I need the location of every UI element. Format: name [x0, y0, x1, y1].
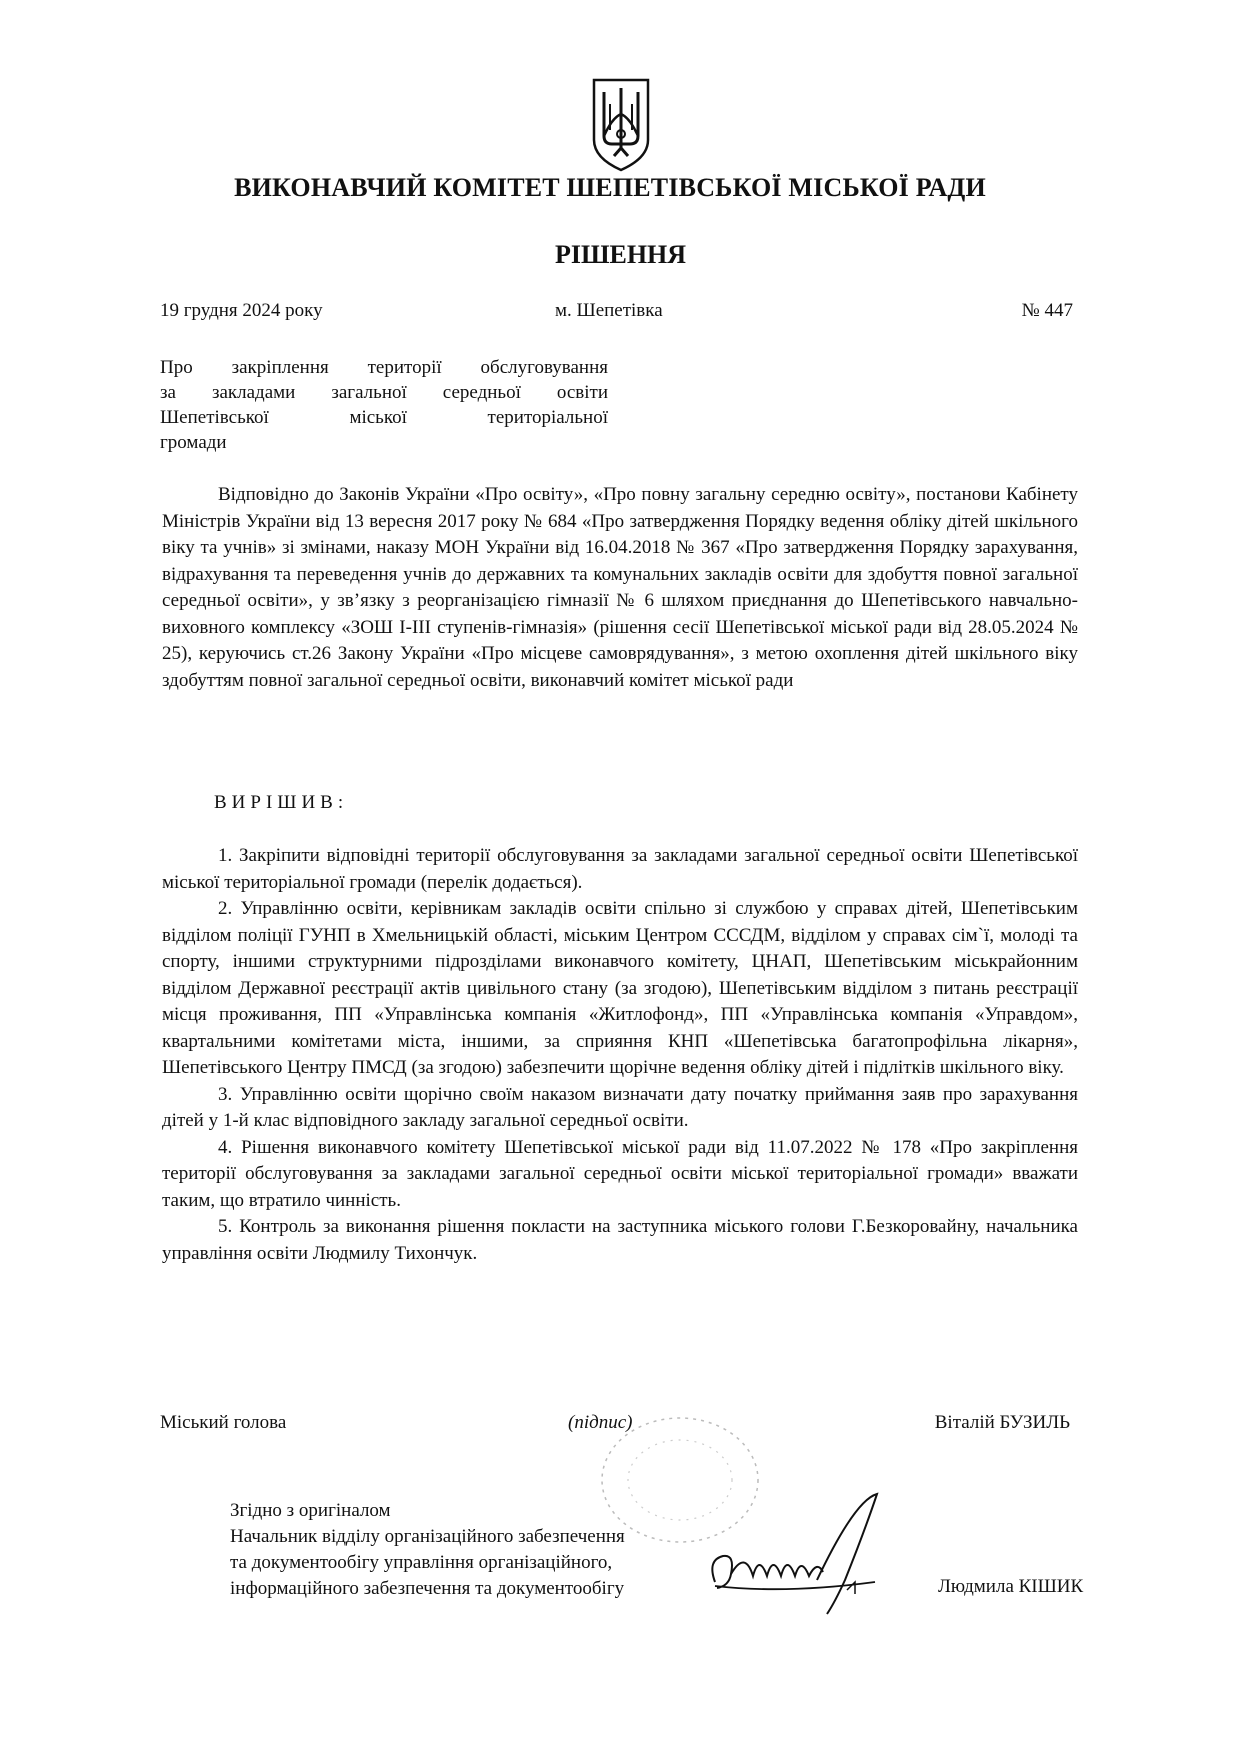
- decision-item: 4. Рішення виконавчого комітету Шепетівської міської ради від 11.07.2022 № 178 «Про закріплення території обслуговування за закладами загальної середньої освіти міської територіальної громади» вважати таким, що втратило чинність.: [162, 1136, 1078, 1211]
- signatory-position: Міський голова: [160, 1412, 287, 1433]
- certifier-name: Людмила КІШИК: [938, 1576, 1084, 1597]
- subject-line: за закладами загальної середньої освіти: [160, 382, 608, 403]
- organization-title: ВИКОНАВЧИЙ КОМІТЕТ ШЕПЕТІВСЬКОЇ МІСЬКОЇ РАДИ: [234, 173, 986, 202]
- signature-note: (підпис): [568, 1412, 633, 1433]
- copy-line: інформаційного забезпечення та документообігу: [230, 1578, 625, 1599]
- subject-line: Про закріплення території обслуговування: [160, 357, 608, 378]
- handwritten-signature: [705, 1490, 925, 1620]
- decision-items: [162, 843, 1078, 1267]
- decision-item: 1. Закріпити відповідні території обслуговування за закладами загальної середньої освіти Шепетівської міської територіальної громади (перелік додається).: [162, 845, 1078, 893]
- copy-line: Згідно з оригіналом: [230, 1500, 391, 1521]
- copy-line: Начальник відділу організаційного забезпечення: [230, 1526, 625, 1547]
- resolve-heading: ВИРІШИВ:: [214, 792, 349, 813]
- copy-line: та документообігу управління організаційного,: [230, 1552, 613, 1573]
- decision-subject: [160, 355, 608, 455]
- document-city: м. Шепетівка: [555, 300, 663, 321]
- copy-certification: [230, 1498, 625, 1602]
- decision-item: 3. Управлінню освіти щорічно своїм наказом визначати дату початку приймання заяв про зарахування дітей у 1-й клас відповідного закладу загальної середньої освіти.: [162, 1083, 1078, 1131]
- preamble: [162, 482, 1078, 694]
- ukraine-trident-icon: [590, 78, 652, 172]
- subject-line: громади: [160, 432, 227, 453]
- preamble-paragraph: Відповідно до Законів України «Про освіту», «Про повну загальну середню освіту», постанови Кабінету Міністрів України від 13 вересня 2017 року № 684 «Про затвердження Порядку ведення обліку дітей шкільного віку та учнів» зі змінами, наказу МОН України від 16.04.2018 № 367 «Про затвердження Порядку зарахування, відрахування та переведення учнів до державних та комунальних закладів освіти для здобуття повної загальної середньої освіти», у зв’язку з реорганізацією гімназії № 6 шляхом приєднання до Шепетівського навчально-виховного комплексу «ЗОШ І-ІІІ ступенів-гімназія» (рішення сесії Шепетівської міської ради від 28.05.2024 № 25), керуючись ст.26 Закону України «Про місцеве самоврядування», з метою охоплення дітей шкільного віку здобуттям повної загальної середньої освіти, виконавчий комітет міської ради: [162, 484, 1078, 691]
- document-number: № 447: [1021, 300, 1073, 321]
- signatory-name: Віталій БУЗИЛЬ: [934, 1412, 1070, 1433]
- subject-line: Шепетівської міської територіальної: [160, 407, 608, 428]
- decision-item: 2. Управлінню освіти, керівникам закладів освіти спільно зі службою у справах дітей, Шепетівським відділом поліції ГУНП в Хмельницькій області, міським Центром СССДМ, відділом у справах сім`ї, молоді та спорту, іншими структурними підрозділами виконавчого комітету, ЦНАП, Шепетівським міськрайонним відділом Державної реєстрації актів цивільного стану (за згодою), Шепетівським відділом з питань реєстрації місця проживання, ПП «Управлінська компанія «Житлофонд», ПП «Управлінська компанія «Управдом», квартальними комітетами міста, іншими, за сприяння КНП «Шепетівська багатопрофільна лікарня», Шепетівського Центру ПМСД (за згодою) забезпечити щорічне ведення обліку дітей і підлітків шкільного віку.: [162, 898, 1078, 1078]
- decision-item: 5. Контроль за виконання рішення покласти на заступника міського голови Г.Безкоровайну, начальника управління освіти Людмилу Тихончук.: [162, 1216, 1078, 1264]
- document-date: 19 грудня 2024 року: [160, 300, 323, 321]
- document-type: РІШЕННЯ: [554, 240, 687, 269]
